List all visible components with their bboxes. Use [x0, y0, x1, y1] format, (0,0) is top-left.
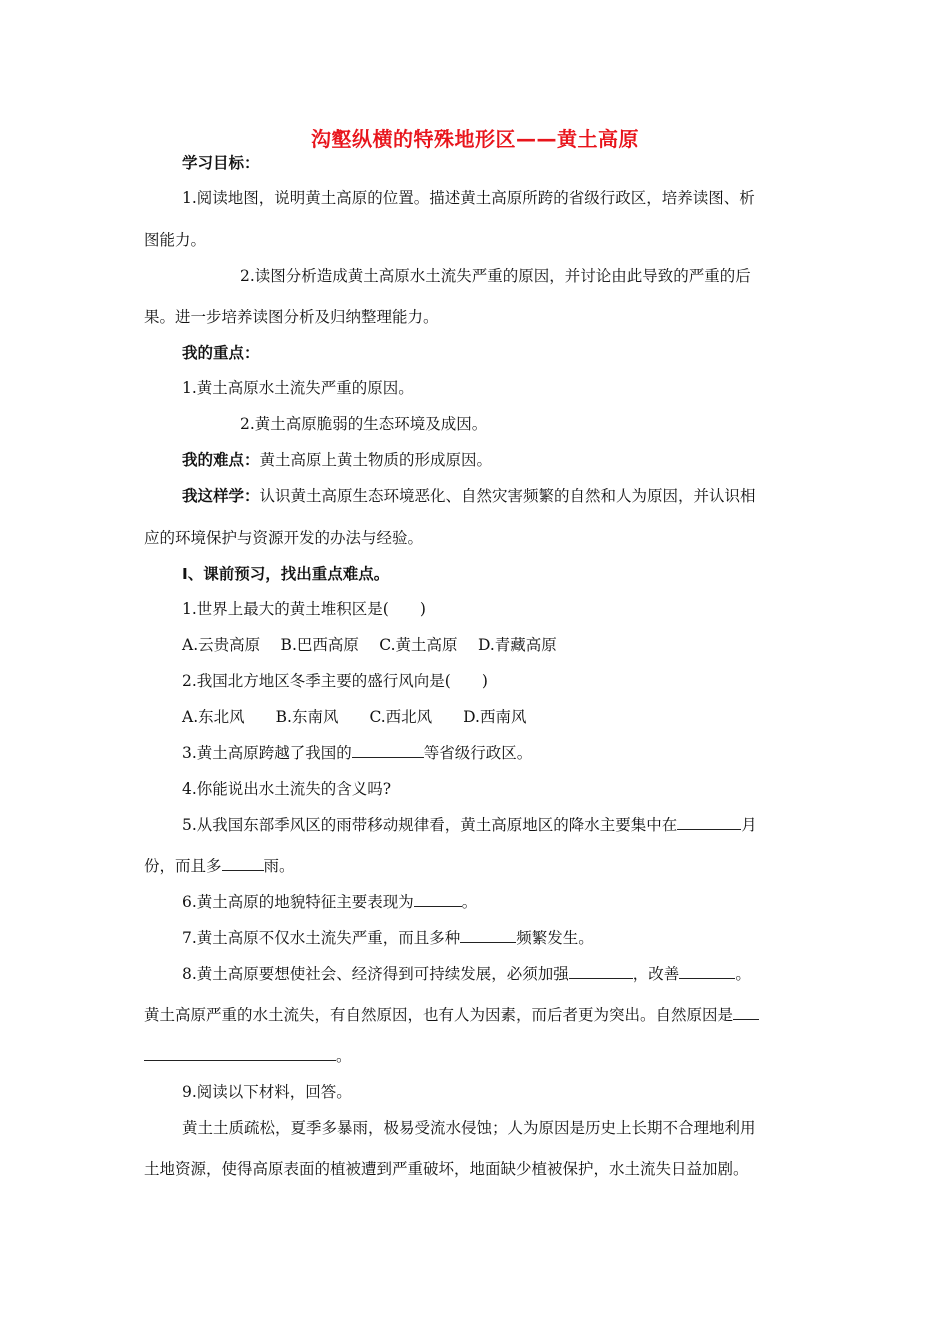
goal-item-1-line-2: 图能力。 — [144, 231, 207, 249]
question-7-suffix: 频繁发生。 — [516, 929, 594, 947]
preview-heading: Ⅰ、课前预习，找出重点难点。 — [182, 565, 390, 583]
question-8-line-3 — [144, 1045, 352, 1067]
material-line-1: 黄土土质疏松，夏季多暴雨，极易受流水侵蚀；人为原因是历史上长期不合理地利用 — [182, 1119, 756, 1137]
question-4: 4.你能说出水土流失的含义吗? — [182, 780, 392, 798]
answer-blank[interactable] — [352, 742, 424, 758]
difficulty-line — [182, 449, 492, 471]
question-6-text: 6.黄土高原的地貌特征主要表现为 — [182, 893, 414, 911]
question-8-line-2 — [144, 1004, 759, 1026]
answer-blank[interactable] — [677, 814, 741, 830]
question-5-line-2 — [144, 855, 295, 877]
answer-blank[interactable] — [222, 855, 264, 871]
goal-item-2-line-1: 2.读图分析造成黄土高原水土流失严重的原因，并讨论由此导致的严重的后 — [240, 267, 751, 285]
answer-blank[interactable] — [414, 891, 462, 907]
answer-blank[interactable] — [733, 1004, 759, 1020]
question-9: 9.阅读以下材料，回答。 — [182, 1083, 352, 1101]
key-points-heading: 我的重点： — [182, 344, 260, 362]
question-8-text: 8.黄土高原要想使社会、经济得到可持续发展，必须加强 — [182, 965, 569, 983]
question-8-final-period: 。 — [336, 1047, 352, 1065]
key-point-1: 1.黄土高原水土流失严重的原因。 — [182, 379, 414, 397]
material-line-2: 土地资源，使得高原表面的植被遭到严重破坏，地面缺少植被保护，水土流失日益加剧。 — [144, 1160, 749, 1178]
question-3-text: 3.黄土高原跨越了我国的 — [182, 744, 352, 762]
question-2: 2.我国北方地区冬季主要的盛行风向是( ) — [182, 672, 488, 690]
question-8-continuation: 黄土高原严重的水土流失，有自然原因，也有人为因素，而后者更为突出。自然原因是 — [144, 1006, 734, 1024]
question-3 — [182, 742, 532, 764]
question-6-end: 。 — [461, 893, 478, 911]
difficulty-heading: 我的难点： — [182, 451, 260, 469]
question-5-end: 雨。 — [263, 857, 295, 875]
question-7-text: 7.黄土高原不仅水土流失严重，而且多种 — [182, 929, 461, 947]
goal-item-1-line-1: 1.阅读地图，说明黄土高原的位置。描述黄土高原所跨的省级行政区，培养读图、析 — [182, 189, 755, 207]
question-1: 1.世界上最大的黄土堆积区是( ) — [182, 600, 426, 618]
question-6 — [182, 891, 477, 913]
question-7 — [182, 927, 594, 949]
question-5-text: 5.从我国东部季风区的雨带移动规律看，黄土高原地区的降水主要集中在 — [182, 816, 678, 834]
question-5-unit: 月 — [741, 816, 757, 834]
goals-heading: 学习目标： — [182, 154, 260, 172]
answer-blank[interactable] — [569, 963, 633, 979]
answer-blank[interactable] — [144, 1045, 336, 1061]
question-1-options: A.云贵高原 B.巴西高原 C.黄土高原 D.青藏高原 — [182, 636, 557, 654]
question-8-end: 。 — [735, 965, 751, 983]
question-8-line-1 — [182, 963, 751, 985]
answer-blank[interactable] — [679, 963, 735, 979]
page-title: 沟壑纵横的特殊地形区——黄土高原 — [311, 127, 639, 151]
question-8-middle: ，改善 — [632, 965, 680, 983]
method-line-1 — [182, 485, 756, 507]
question-3-suffix: 等省级行政区。 — [423, 744, 533, 762]
key-point-2: 2.黄土高原脆弱的生态环境及成因。 — [240, 415, 488, 433]
answer-blank[interactable] — [460, 927, 516, 943]
question-5-continuation: 份，而且多 — [144, 857, 222, 875]
goal-item-2-line-2: 果。进一步培养读图分析及归纳整理能力。 — [144, 308, 439, 326]
question-5-line-1 — [182, 814, 757, 836]
question-2-options: A.东北风 B.东南风 C.西北风 D.西南风 — [182, 708, 527, 726]
difficulty-text: 黄土高原上黄土物质的形成原因。 — [259, 451, 493, 469]
method-text-1: 认识黄土高原生态环境恶化、自然灾害频繁的自然和人为原因，并认识相 — [259, 487, 756, 505]
method-line-2: 应的环境保护与资源开发的办法与经验。 — [144, 529, 424, 547]
method-heading: 我这样学： — [182, 487, 260, 505]
